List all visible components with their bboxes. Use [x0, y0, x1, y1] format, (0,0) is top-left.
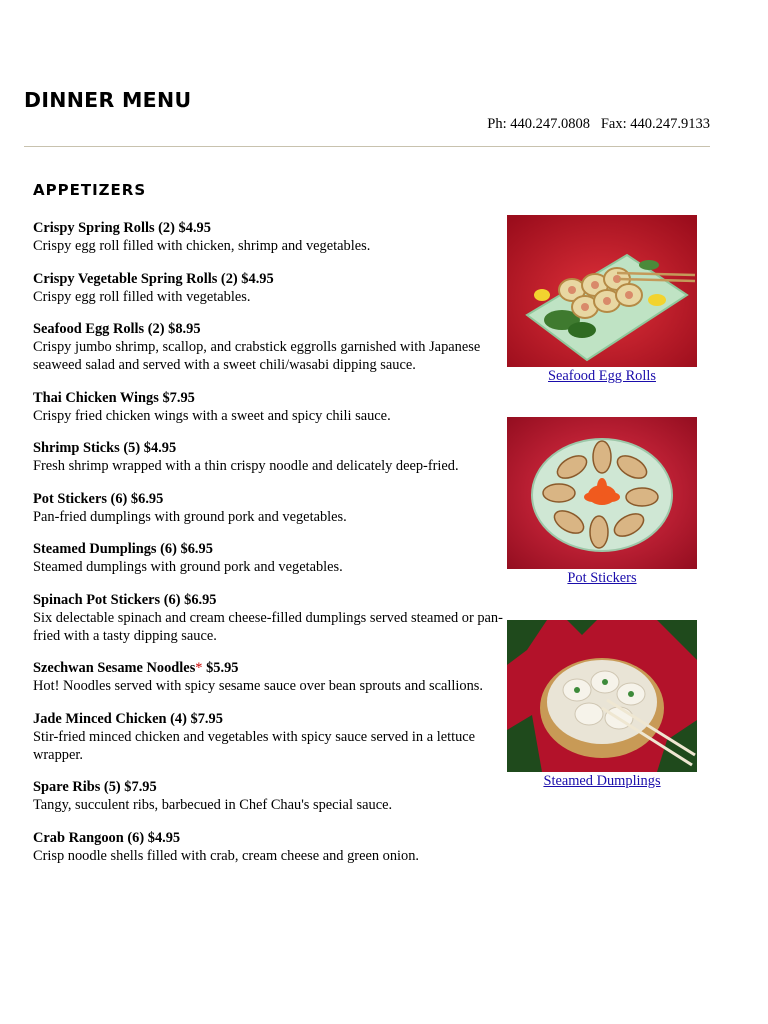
photo-block-steamed-dumplings: [507, 620, 697, 790]
menu-item-name: Spinach Pot Stickers (6): [33, 591, 181, 608]
menu-item-heading: [33, 710, 503, 728]
menu-item-description: Crispy egg roll filled with vegetables.: [33, 288, 251, 305]
section-title-appetizers: APPETIZERS: [33, 181, 147, 199]
menu-item-heading: [33, 270, 503, 288]
steamed-dumplings-photo[interactable]: [507, 620, 697, 772]
menu-item-description: Steamed dumplings with ground pork and vegetables.: [33, 559, 343, 575]
menu-item: [33, 219, 503, 255]
menu-item-description: Stir-fried minced chicken and vegetables with spicy sauce served in a lettuce wrapper.: [33, 728, 476, 763]
menu-item-name: Szechwan Sesame Noodles: [33, 660, 196, 676]
menu-item-name: Crispy Spring Rolls (2): [33, 220, 175, 236]
menu-item-price: $7.95: [162, 389, 195, 406]
menu-item-price: $6.95: [180, 541, 213, 557]
menu-item-price: $6.95: [130, 490, 164, 507]
menu-item-heading: [33, 320, 503, 338]
menu-item-description: Crispy egg roll filled with chicken, shrimp and vegetables.: [33, 238, 371, 254]
menu-item: [33, 490, 503, 526]
menu-item-description: Fresh shrimp wrapped with a thin crispy noodle and delicately deep-fried.: [33, 458, 459, 474]
menu-item-description: Hot! Noodles served with spicy sesame sauce over bean sprouts and scallions.: [33, 678, 483, 694]
menu-item-description: Crispy jumbo shrimp, scallop, and crabstick eggrolls garnished with Japanese seaweed salad and served with a sweet chili/wasabi dipping sauce.: [33, 339, 481, 373]
menu-item-heading: [33, 829, 503, 847]
menu-item: [33, 540, 503, 576]
spicy-marker: *: [195, 660, 203, 676]
menu-item-name: Steamed Dumplings (6): [33, 541, 177, 557]
menu-item: [33, 320, 503, 374]
menu-item-heading: [33, 389, 503, 407]
menu-item-name: Crab Rangoon (6): [33, 829, 145, 846]
page-title: DINNER MENU: [24, 88, 192, 112]
seafood-egg-rolls-photo[interactable]: [507, 215, 697, 367]
menu-item-name: Crispy Vegetable Spring Rolls (2): [33, 270, 238, 287]
menu-item: [33, 270, 503, 306]
pot-stickers-photo[interactable]: [507, 417, 697, 569]
menu-item-heading: [33, 540, 503, 558]
menu-item: [33, 778, 503, 814]
menu-item-name: Shrimp Sticks (5): [33, 440, 141, 456]
menu-item-name: Spare Ribs (5): [33, 779, 121, 795]
menu-item-description: Crisp noodle shells filled with crab, cream cheese and green onion.: [33, 847, 420, 864]
menu-item-description: Crispy fried chicken wings with a sweet and spicy chili sauce.: [33, 407, 391, 424]
menu-item-price: $4.95: [178, 220, 211, 236]
menu-item-price: $4.95: [241, 270, 274, 287]
menu-item: [33, 389, 503, 425]
appetizer-list: [33, 219, 503, 879]
menu-item-name: Thai Chicken Wings: [33, 389, 159, 406]
contact-info: Ph: 440.247.0808 Fax: 440.247.9133: [487, 116, 710, 132]
menu-item-heading: [33, 219, 503, 237]
menu-item-price: $6.95: [184, 591, 217, 608]
menu-item-price: $7.95: [190, 710, 223, 727]
photo-caption-link[interactable]: Pot Stickers: [567, 570, 637, 586]
menu-item-name: Seafood Egg Rolls (2): [33, 321, 165, 337]
menu-item-price: $5.95: [206, 660, 239, 676]
photo-block-seafood-egg-rolls: [507, 215, 697, 385]
photo-block-pot-stickers: [507, 417, 697, 587]
menu-item-description: Six delectable spinach and cream cheese-filled dumplings served steamed or pan-fried with a tasty dipping sauce.: [33, 609, 503, 644]
menu-item-name: Jade Minced Chicken (4): [33, 710, 187, 727]
menu-item-heading: [33, 778, 503, 796]
menu-item: [33, 659, 503, 695]
menu-item-description: Pan-fried dumplings with ground pork and vegetables.: [33, 508, 347, 525]
menu-item-price: $8.95: [168, 321, 201, 337]
header-divider: [24, 146, 710, 147]
menu-item-price: $7.95: [124, 779, 157, 795]
menu-item-price: $4.95: [147, 829, 181, 846]
menu-item: [33, 591, 503, 645]
menu-item-heading: [33, 490, 503, 508]
menu-item: [33, 829, 503, 865]
photo-caption-link[interactable]: Seafood Egg Rolls: [548, 368, 656, 384]
menu-item-description: Tangy, succulent ribs, barbecued in Chef Chau's special sauce.: [33, 797, 393, 813]
menu-item-heading: [33, 591, 503, 609]
photo-caption-link[interactable]: Steamed Dumplings: [543, 773, 661, 789]
menu-item-price: $4.95: [143, 440, 177, 456]
menu-item: [33, 439, 503, 475]
menu-item: [33, 710, 503, 764]
menu-item-heading: [33, 439, 503, 457]
menu-item-name: Pot Stickers (6): [33, 490, 128, 507]
menu-item-heading: [33, 659, 503, 677]
